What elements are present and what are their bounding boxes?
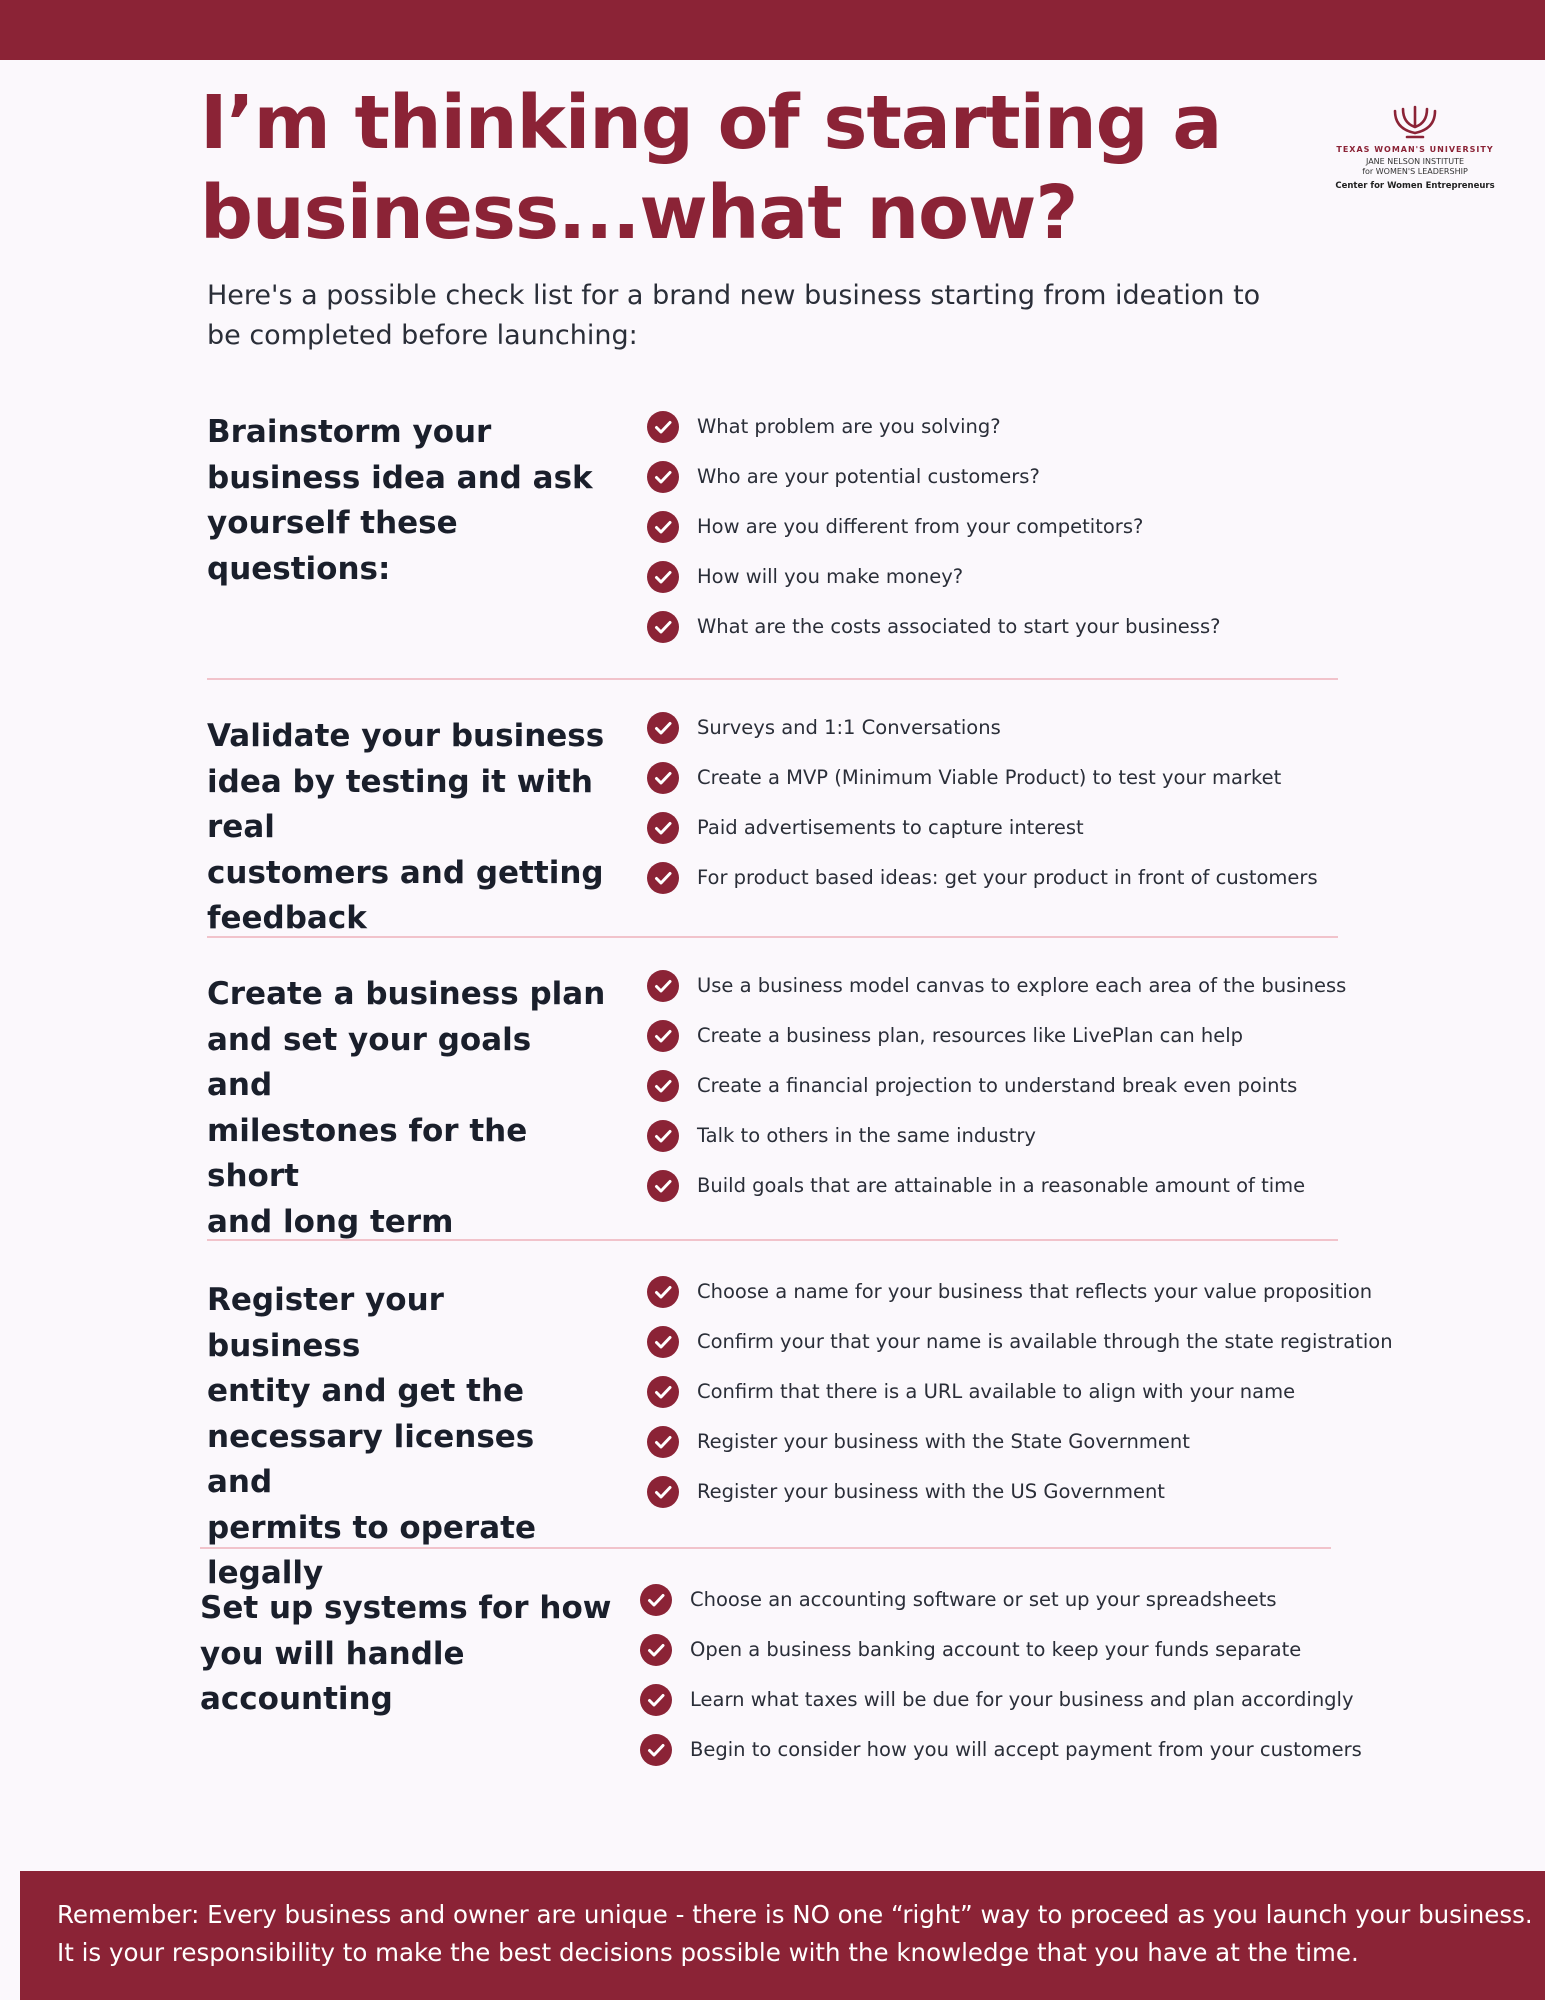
checklist-item [647,1426,1393,1476]
checklist-item [640,1684,1362,1734]
check-circle-icon [647,970,679,1002]
section-divider [200,1547,1331,1549]
checklist-item [647,970,1346,1020]
checklist [647,411,1220,661]
section-divider [207,678,1338,680]
checklist [647,1276,1393,1526]
check-circle-icon [647,812,679,844]
checklist-item-text: Choose a name for your business that reflects your value proposition [697,1280,1373,1303]
logo-university-name: TEXAS WOMAN'S UNIVERSITY [1336,145,1494,154]
check-circle-icon [640,1634,672,1666]
section-divider [207,936,1338,938]
heading-line: legally [207,1555,324,1591]
heading-line: necessary licenses and [207,1418,535,1500]
footer-note [57,1896,1533,1972]
checklist [647,712,1318,912]
check-circle-icon [647,611,679,643]
check-circle-icon [647,862,679,894]
check-circle-icon [647,1476,679,1508]
heading-line: feedback [207,900,367,936]
checklist-item-text: Choose an accounting software or set up your spreadsheets [690,1588,1277,1611]
check-circle-icon [640,1584,672,1616]
check-circle-icon [647,1426,679,1458]
checklist-item [647,511,1220,561]
checklist-item [647,1070,1346,1120]
section-heading [207,410,607,592]
checklist-item-text: Begin to consider how you will accept payment from your customers [690,1738,1362,1761]
checklist-item [647,1326,1393,1376]
logo-center-name: Center for Women Entrepreneurs [1335,181,1495,191]
checklist-item-text: Open a business banking account to keep your funds separate [690,1638,1302,1661]
check-circle-icon [647,712,679,744]
check-circle-icon [647,561,679,593]
checklist-item-text: Confirm that there is a URL available to align with your name [697,1380,1296,1403]
section-heading [207,714,627,942]
checklist-item [647,762,1318,812]
check-circle-icon [647,511,679,543]
heading-line: and long term [207,1203,454,1240]
check-circle-icon [647,1120,679,1152]
checklist-item-text: Learn what taxes will be due for your business and plan accordingly [690,1688,1354,1711]
logo-institute-line-1: JANE NELSON INSTITUTE [1365,157,1465,166]
checklist-item-text: Paid advertisements to capture interest [697,816,1084,839]
check-circle-icon [647,762,679,794]
university-logo [1335,105,1495,191]
check-circle-icon [647,1070,679,1102]
checklist-item [647,461,1220,511]
checklist-item [647,1276,1393,1326]
footer-line-1: Remember: Every business and owner are unique - there is NO one “right” way to proceed as you launch your business. [57,1900,1533,1929]
heading-line: questions: [207,550,391,587]
heading-line: Set up systems for how [200,1590,612,1626]
intro-text: Here's a possible check list for a brand new business starting from ideation to be completed before launching: [207,280,1261,351]
section-heading [207,972,607,1245]
check-circle-icon [647,1170,679,1202]
checklist-item [647,862,1318,912]
heading-line: Register your business [207,1282,444,1364]
heading-line: Brainstorm your [207,414,492,450]
heading-line: entity and get the [207,1373,525,1409]
checklist-item-text: Talk to others in the same industry [697,1124,1036,1147]
checklist-item [647,611,1220,661]
section-divider [207,1239,1338,1241]
heading-line: customers and getting [207,854,604,891]
checklist-item-text: How are you different from your competitors? [697,515,1144,538]
footer-banner [20,1871,1545,2000]
heading-line: you will handle accounting [200,1635,465,1717]
check-circle-icon [647,1376,679,1408]
checklist [640,1584,1362,1784]
checklist-item-text: For product based ideas: get your product in front of customers [697,866,1318,889]
heading-line: milestones for the short [207,1112,528,1194]
checklist-item [647,1020,1346,1070]
heading-line: Validate your business [207,718,605,754]
checklist-item-text: Create a MVP (Minimum Viable Product) to test your market [697,766,1282,789]
checklist [647,970,1346,1220]
heading-line: Create a business plan [207,976,606,1012]
checklist-item-text: What problem are you solving? [697,415,1001,438]
checklist-item [647,1120,1346,1170]
check-circle-icon [647,461,679,493]
title-line-1: I’m thinking of starting a [200,80,1222,166]
checklist-item-text: Confirm your that your name is available through the state registration [697,1330,1393,1353]
heading-line: yourself these [207,505,458,541]
checklist-item [647,712,1318,762]
check-circle-icon [640,1734,672,1766]
check-circle-icon [647,1326,679,1358]
checklist-item [647,1476,1393,1526]
check-circle-icon [647,411,679,443]
title-line-2: business...what now? [200,170,1078,256]
twu-emblem-icon [1390,105,1440,141]
check-circle-icon [640,1684,672,1716]
checklist-item [640,1734,1362,1784]
checklist-item-text: What are the costs associated to start your business? [697,615,1221,638]
checklist-item-text: Use a business model canvas to explore each area of the business [697,974,1347,997]
checklist-item [640,1584,1362,1634]
checklist-item-text: Create a business plan, resources like LivePlan can help [697,1024,1244,1047]
top-banner [0,0,1545,60]
logo-institute-line-2: for WOMEN'S LEADERSHIP [1362,167,1468,176]
checklist-item [647,411,1220,461]
footer-line-2: It is your responsibility to make the best decisions possible with the knowledge that you have at the time. [57,1938,1359,1967]
check-circle-icon [647,1020,679,1052]
check-circle-icon [647,1276,679,1308]
checklist-item-text: Surveys and 1:1 Conversations [697,716,1001,739]
checklist-item-text: Build goals that are attainable in a reasonable amount of time [697,1174,1306,1197]
checklist-item-text: Create a financial projection to understand break even points [697,1074,1298,1097]
page-title [200,78,1300,258]
checklist-item [647,1376,1393,1426]
heading-line: and set your goals and [207,1021,532,1103]
checklist-item-text: Who are your potential customers? [697,465,1040,488]
checklist-item-text: Register your business with the State Government [697,1430,1190,1453]
checklist-item [647,1170,1346,1220]
checklist-item [647,561,1220,611]
checklist-item [647,812,1318,862]
checklist-item-text: Register your business with the US Government [697,1480,1165,1503]
heading-line: idea by testing it with real [207,763,593,845]
heading-line: permits to operate [207,1509,536,1546]
checklist-item-text: How will you make money? [697,565,964,588]
checklist-item [640,1634,1362,1684]
section-heading [200,1586,630,1723]
heading-line: business idea and ask [207,459,593,496]
